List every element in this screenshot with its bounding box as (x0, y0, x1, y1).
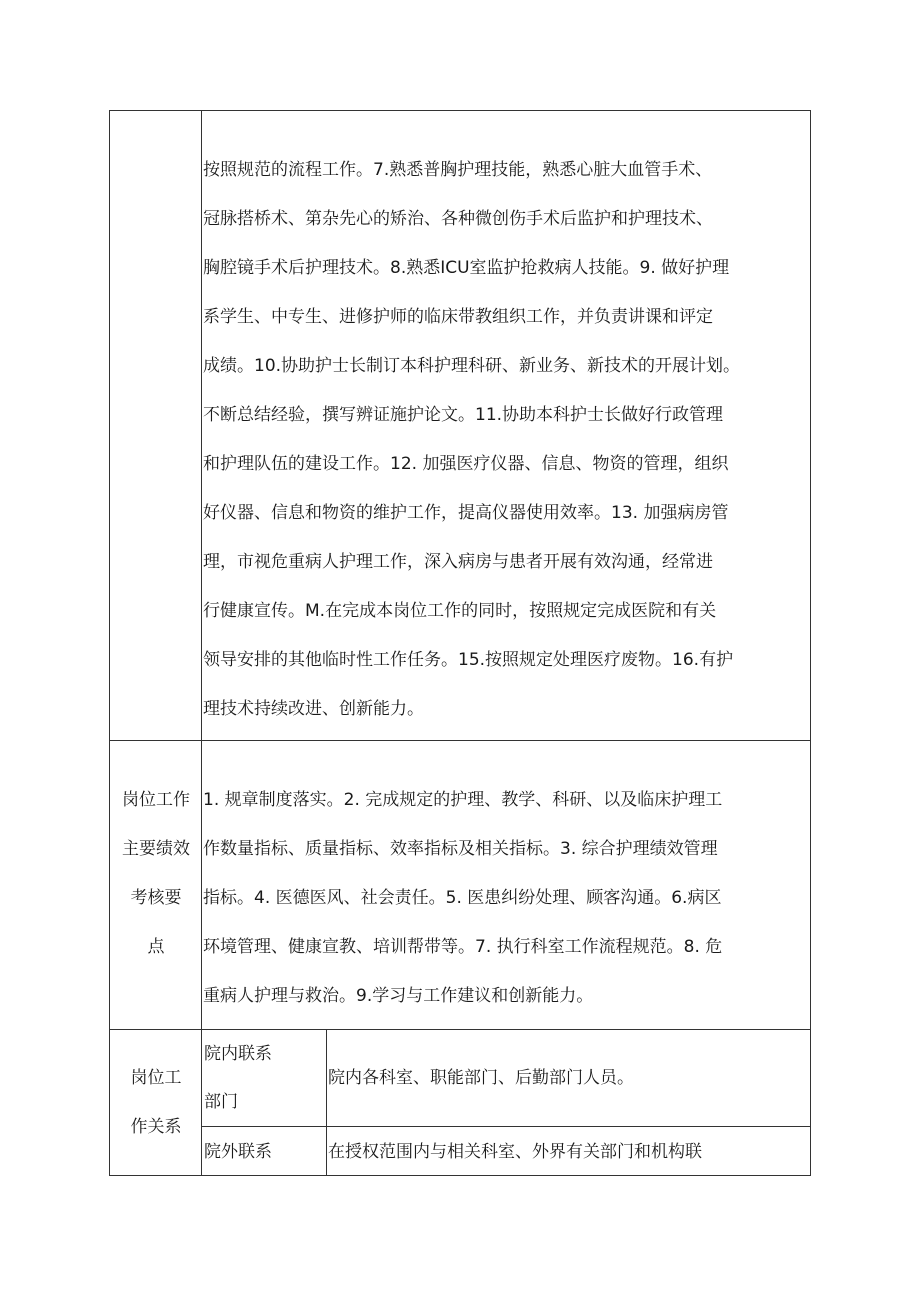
performance-label: 考核要 (130, 888, 182, 908)
external-contact-value-cell (328, 1127, 810, 1175)
internal-contact-value: 院内各科室、职能部门、后勤部门人员。 (328, 1068, 634, 1088)
duties-line: 系学生、中专生、进修护师的临床带教组织工作，并负责讲课和评定 (203, 307, 713, 327)
internal-contact-value-cell (328, 1030, 810, 1126)
duties-cell (203, 111, 810, 740)
performance-label: 点 (147, 937, 165, 957)
duties-line: 不断总结经验，撰写辨证施护论文。11.协助本科护士长做好行政管理 (203, 405, 724, 425)
external-contact-label: 院外联系 (204, 1142, 272, 1162)
duties-line: 冠脉搭桥术、第杂先心的矫治、各种微创伤手术后监护和护理技术、 (203, 209, 713, 229)
duties-line: 按照规范的流程工作。7.熟悉普胸护理技能，熟悉心脏大血管手术、 (203, 160, 713, 180)
column-divider (201, 111, 202, 1175)
performance-line: 作数量指标、质量指标、效率指标及相关指标。3. 综合护理绩效管理 (203, 839, 718, 859)
performance-label: 岗位工作 (122, 790, 190, 810)
column-divider (326, 1029, 327, 1175)
internal-contact-label: 部门 (204, 1092, 238, 1112)
performance-line: 1. 规章制度落实。2. 完成规定的护理、教学、科研、以及临床护理工 (203, 790, 723, 810)
duties-line: 领导安排的其他临时性工作任务。15.按照规定处理医疗废物。16.有护 (203, 650, 734, 670)
internal-contact-label: 院内联系 (204, 1044, 272, 1064)
performance-line: 环境管理、健康宣教、培训帮带等。7. 执行科室工作流程规范。8. 危 (203, 937, 723, 957)
external-contact-label-cell (203, 1127, 326, 1175)
performance-label: 主要绩效 (122, 839, 190, 859)
relations-label: 岗位工 (130, 1068, 182, 1088)
external-contact-value: 在授权范围内与相关科室、外界有关部门和机构联 (328, 1142, 702, 1162)
duties-line: 行健康宣传。M.在完成本岗位工作的同时，按照规定完成医院和有关 (203, 601, 717, 621)
duties-line: 和护理队伍的建设工作。12. 加强医疗仪器、信息、物资的管理，组织 (203, 454, 729, 474)
performance-line: 指标。4. 医德医风、社会责任。5. 医患纠纷处理、顾客沟通。6.病区 (203, 888, 722, 908)
duties-line: 胸腔镜手术后护理技术。8.熟悉ICU室监护抢救病人技能。9. 做好护理 (203, 258, 730, 278)
duties-line: 理技术持续改进、创新能力。 (203, 699, 424, 719)
job-description-table (109, 110, 811, 1176)
performance-content-cell (203, 741, 810, 1029)
duties-line: 理，市视危重病人护理工作，深入病房与患者开展有效沟通，经常进 (203, 552, 713, 572)
relations-label: 作关系 (130, 1117, 182, 1137)
duties-line: 好仪器、信息和物资的维护工作，提高仪器使用效率。13. 加强病房管 (203, 503, 729, 523)
duties-line: 成绩。10.协助护士长制订本科护理科研、新业务、新技术的开展计划。 (203, 356, 741, 376)
internal-contact-label-cell (203, 1030, 326, 1126)
relations-label-cell (110, 1030, 201, 1175)
performance-line: 重病人护理与救治。9.学习与工作建议和创新能力。 (203, 986, 594, 1006)
performance-label-cell (110, 741, 201, 1029)
